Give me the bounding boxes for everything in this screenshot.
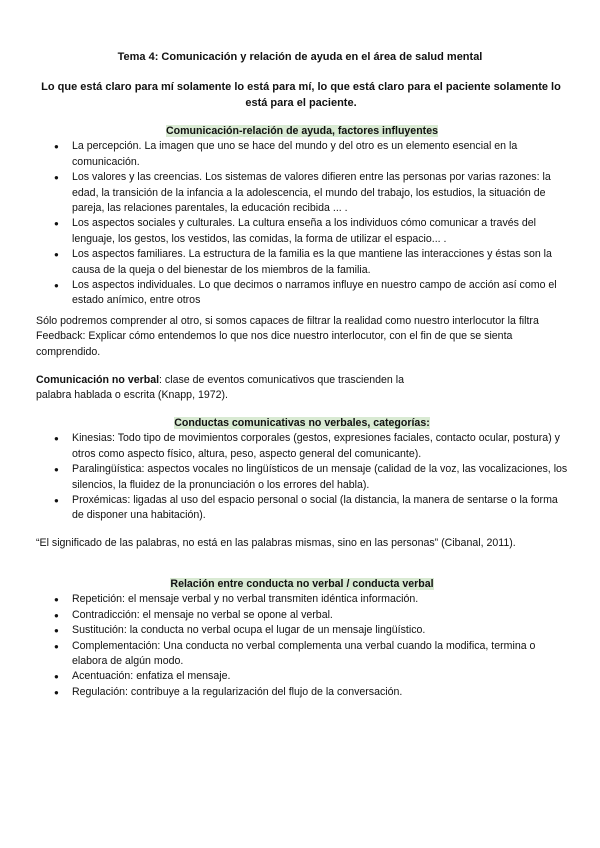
list-item: ● Los aspectos sociales y culturales. La cultura enseña a los individuos cómo comunicar a través del lenguaje, los gestos, los vestidos, las comidas, la forma de utilizar el espacio... .: [36, 216, 568, 247]
citation-text: “El significado de las palabras, no está en las palabras mismas, sino en las personas” (Cibanal, 2011).: [36, 537, 516, 549]
section-heading: [36, 124, 568, 139]
section-heading-text: Conductas comunicativas no verbales, categorías:: [174, 417, 430, 429]
factor-list: [36, 139, 568, 308]
list-item: ● Los aspectos individuales. Lo que decimos o narramos influye en nuestro campo de acción así como el estado anímico, entre otros: [36, 278, 568, 309]
definition-text: : clase de eventos comunicativos que trascienden la palabra hablada o escrita (Knapp, 1972).: [36, 374, 405, 402]
intro-quote: Lo que está claro para mí solamente lo está para mí, lo que está claro para el paciente solamente lo está para el paciente.: [41, 81, 561, 109]
list-item: ● Paralingüística: aspectos vocales no lingüísticos de un mensaje (calidad de la voz, las vocalizaciones, los silencios, la fluidez de la pronunciación o los errores del habla).: [36, 462, 568, 493]
relation-list: [36, 592, 568, 700]
definition-nonverbal: [36, 373, 436, 404]
section-heading-text: Relación entre conducta no verbal / conducta verbal: [170, 578, 434, 590]
section-categorias: [36, 416, 568, 524]
list-item: ● Repetición: el mensaje verbal y no verbal transmiten idéntica información.: [36, 592, 568, 607]
section-heading: [36, 416, 568, 431]
list-item: ● Los valores y las creencias. Los sistemas de valores difieren entre las personas por varias razones: la edad, la transición de la infancia a la adolescencia, el mundo del trabajo, los estudios, la situación de pareja, las relaciones parentales, la educación recibida ... .: [36, 170, 568, 216]
citation-paragraph: [36, 536, 526, 551]
list-item: ● Regulación: contribuye a la regularización del flujo de la conversación.: [36, 685, 568, 700]
definition-paragraph: [36, 373, 436, 404]
section-heading-text: Comunicación-relación de ayuda, factores influyentes: [166, 125, 438, 137]
section-relacion: [36, 577, 568, 700]
list-item: ● Kinesias: Todo tipo de movimientos corporales (gestos, expresiones faciales, contacto ocular, postura) y otros como aspecto físico, altura, peso, aspecto general del comunicante).: [36, 431, 568, 462]
section-heading: [36, 577, 568, 592]
list-item: ● Complementación: Una conducta no verbal complementa una verbal cuando la modifica, termina o elabora de algún modo.: [36, 639, 568, 670]
list-item: ● Contradicción: el mensaje no verbal se opone al verbal.: [36, 608, 568, 623]
list-item: ● Sustitución: la conducta no verbal ocupa el lugar de un mensaje lingüístico.: [36, 623, 568, 638]
list-item: ● Los aspectos familiares. La estructura de la familia es la que mantiene las interacciones y éstas son la causa de la queja o del bienestar de los miembros de la familia.: [36, 247, 568, 278]
list-item: ● La percepción. La imagen que uno se hace del mundo y del otro es un elemento esencial en la comunicación.: [36, 139, 568, 170]
paragraph-feedback: [36, 314, 568, 360]
section-factores: [36, 124, 568, 309]
paragraph-text: Sólo podremos comprender al otro, si somos capaces de filtrar la realidad como nuestro interlocutor la filtra Feedback: Explicar cómo entendemos lo que nos dice nuestro interlocutor, con el fin de que se sienta comprendido.: [36, 315, 539, 358]
list-item: ● Acentuación: enfatiza el mensaje.: [36, 669, 568, 684]
document-title: Tema 4: Comunicación y relación de ayuda en el área de salud mental: [117, 51, 483, 63]
category-list: [36, 431, 568, 523]
definition-term: Comunicación no verbal: [36, 374, 160, 386]
list-item: ● Proxémicas: ligadas al uso del espacio personal o social (la distancia, la manera de sentarse o la forma de disponer una habitación).: [36, 493, 568, 524]
